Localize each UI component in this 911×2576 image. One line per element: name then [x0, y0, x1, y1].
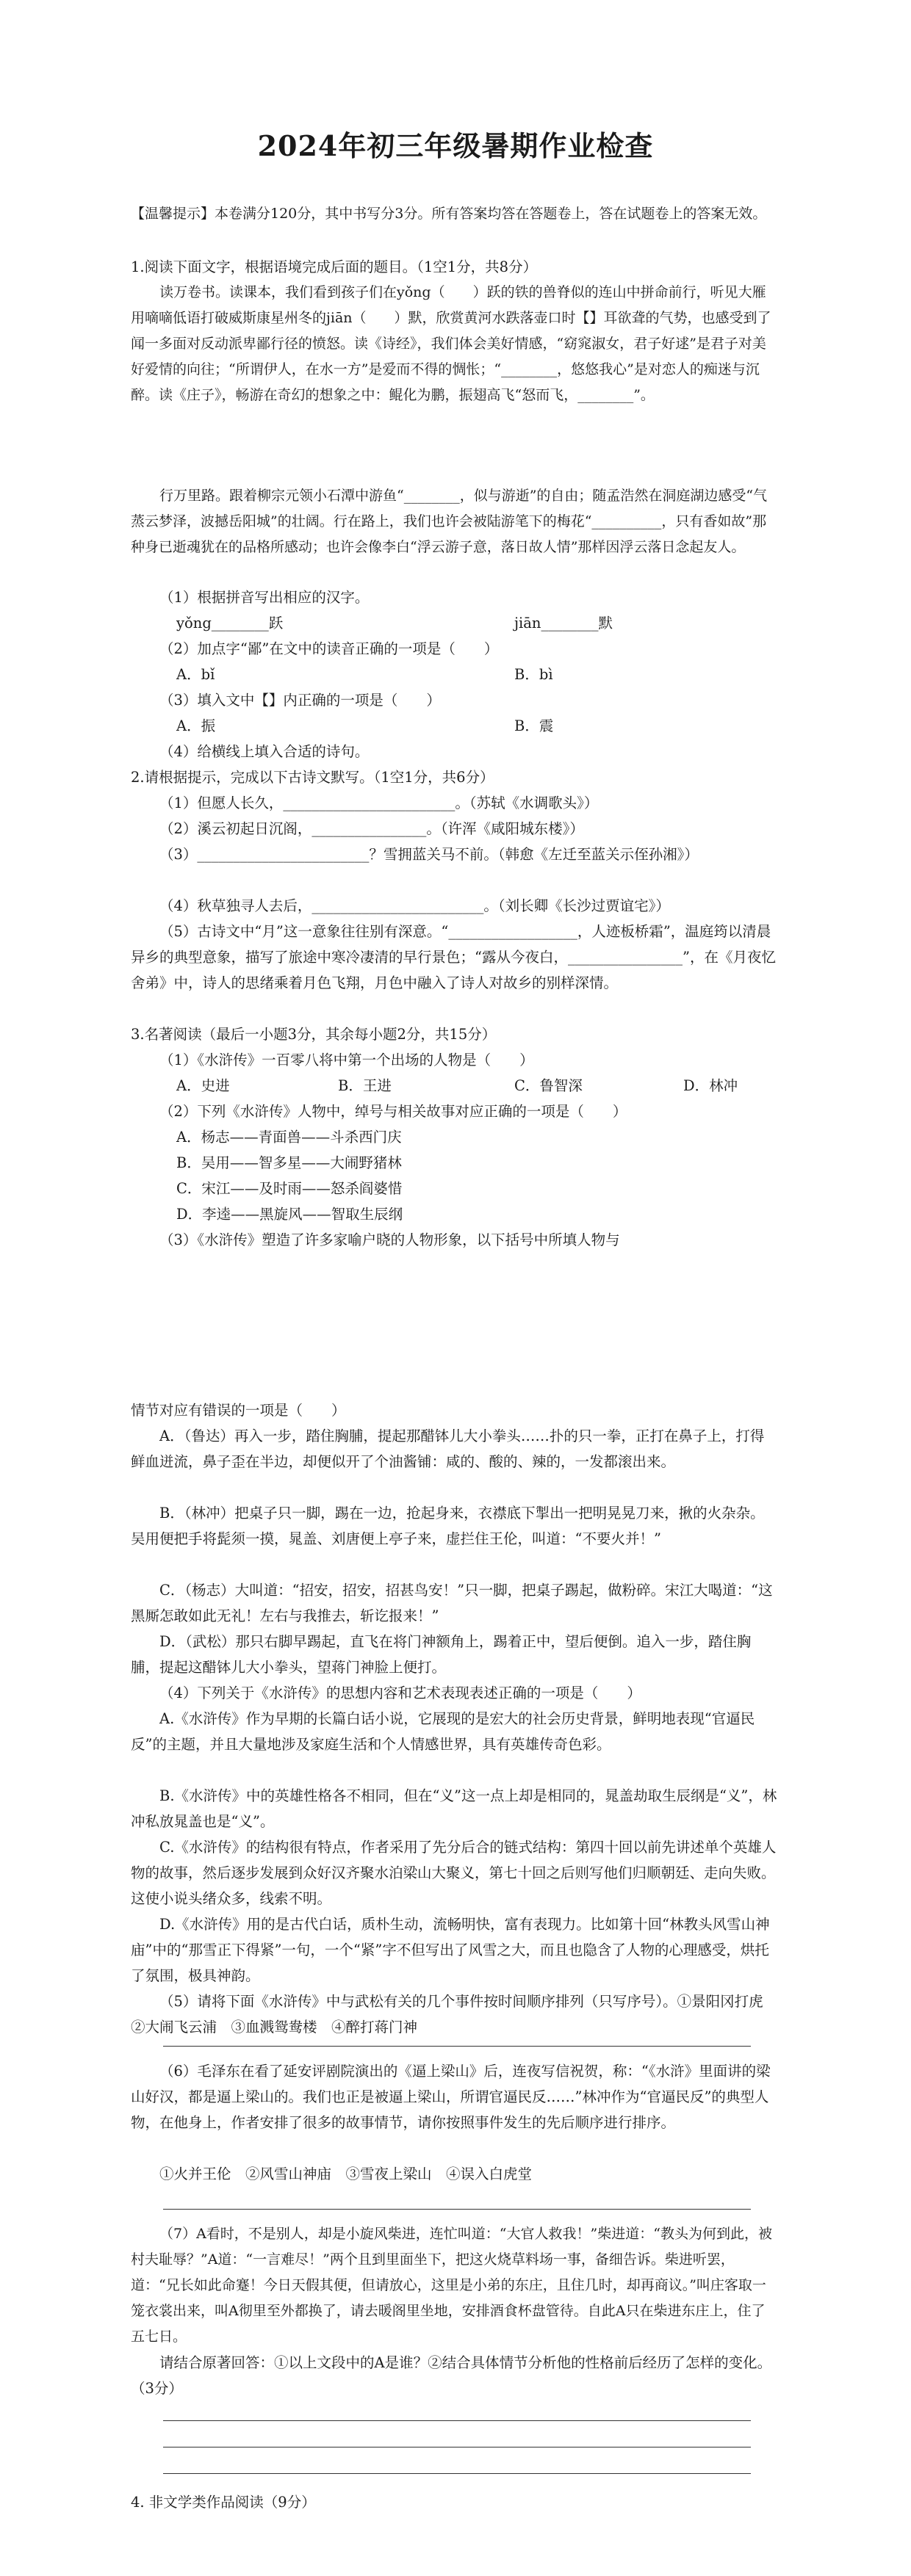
q1-sub2: （2）加点字“鄙”在文中的读音正确的一项是（ ）: [159, 640, 499, 657]
q3-sub6: （6）毛泽东在看了延安评剧院演出的《逼上梁山》后，连夜写信祝贺，称：“《水浒》里面讲的梁山好汉，都是逼上梁山的。我们也正是被逼上梁山，所谓官逼民反……”林冲作为“官逼民反”的典型人物，在他身上，作者安排了很多的故事情节，请你按照事件发生的先后顺序进行排序。: [131, 2063, 771, 2131]
q2-line-4: （4）秋草独寻人去后，________________________。（刘长卿《长沙过贾谊宅》）: [159, 897, 670, 914]
q4-stem: 4. 非文学类作品阅读（9分）: [131, 2494, 316, 2511]
q3-sub5: （5）请将下面《水浒传》中与武松有关的几个事件按时间顺序排列（只写序号）。①景阳冈打虎 ②大闹飞云浦 ③血溅鸳鸯楼 ④醉打蒋门神: [131, 1993, 778, 2036]
q3-sub3-continued: 情节对应有错误的一项是（ ）: [131, 1402, 346, 1419]
q1-sub3-option-b: B．震: [514, 717, 554, 734]
q3-sub4-option-c: C.《水浒传》的结构很有特点，作者采用了先分后合的链式结构：第四十回以前先讲述单个英雄人物的故事，然后逐步发展到众好汉齐聚水泊梁山大聚义，第七十回之后则写他们归顺朝廷、走向失败。这使小说头绪众多，线索不明。: [131, 1839, 777, 1907]
q2-line-2: （2）溪云初起日沉阁，________________。（许浑《咸阳城东楼》）: [159, 820, 584, 837]
q3-sub2-option-c: C．宋江——及时雨——怒杀阎婆惜: [176, 1180, 403, 1197]
q3-sub3-option-d: D．（武松）那只右脚早踢起，直飞在将门神额角上，踢着正中，望后便倒。追入一步，踏住胸脯，提起这醋钵儿大小拳头，望蒋门神脸上便打。: [131, 1633, 752, 1676]
answer-line[interactable]: [163, 2473, 751, 2474]
q2-line-3: （3）________________________？雪拥蓝关马不前。（韩愈《左迁至蓝关示侄孙湘》）: [159, 846, 699, 863]
q3-sub1-option-d: D．林冲: [683, 1077, 738, 1094]
q3-sub3-option-b: B．（林冲）把桌子只一脚，踢在一边，抢起身来，衣襟底下掣出一把明晃晃刀来，揪的火杂杂。吴用便把手将髭须一摸，晁盖、刘唐便上亭子来，虚拦住王伦，叫道：“不要火并！”: [131, 1505, 765, 1547]
q1-sub1: （1）根据拼音写出相应的汉字。: [159, 589, 370, 606]
q1-sub4: （4）给横线上填入合适的诗句。: [159, 743, 370, 760]
q1-passage-1: 读万卷书。读课本，我们看到孩子们在yǒng（ ）跃的铁的兽脊似的连山中拼命前行，听见大雁用嘀嘀低语打破威斯康星州冬的jiān（ ）默，欣赏黄河水跌落壶口时【】耳欲聋的气势，也感受到了闻一多面对反动派卑鄙行径的愤怒。读《诗经》，我们体会美好情感，“窈窕淑女，君子好逑”是君子对美好爱情的向往；“所谓伊人，在水一方”是爱而不得的惆怅；“________，悠悠我心”是对恋人的痴迷与沉醉。读《庄子》，畅游在奇幻的想象之中：鲲化为鹏，振翅高飞“怒而飞，________”。: [131, 284, 771, 403]
q3-sub2: （2）下列《水浒传》人物中，绰号与相关故事对应正确的一项是（ ）: [159, 1103, 627, 1120]
q1-stem: 1.阅读下面文字，根据语境完成后面的题目。（1空1分，共8分）: [131, 258, 538, 275]
answer-line[interactable]: [163, 2046, 751, 2047]
q3-sub1-option-c: C．鲁智深: [514, 1077, 583, 1094]
q3-sub3: （3）《水浒传》塑造了许多家喻户晓的人物形象，以下括号中所填人物与: [159, 1231, 620, 1248]
q3-sub4: （4）下列关于《水浒传》的思想内容和艺术表现表述正确的一项是（ ）: [159, 1685, 641, 1701]
answer-line[interactable]: [163, 2420, 751, 2421]
q3-sub3-option-c: C．（杨志）大叫道：“招安，招安，招甚鸟安！”只一脚，把桌子踢起，做粉碎。宋江大喝道：“这黑厮怎敢如此无礼！左右与我推去，斩讫报来！”: [131, 1582, 773, 1624]
q3-sub2-option-b: B．吴用——智多星——大闹野猪林: [176, 1154, 402, 1171]
q3-sub7-question: 请结合原著回答：①以上文段中的A是谁？②结合具体情节分析他的性格前后经历了怎样的变化。（3分）: [131, 2354, 772, 2397]
q3-sub1-option-b: B．王进: [338, 1077, 392, 1094]
q1-sub3: （3）填入文中【】内正确的一项是（ ）: [159, 692, 441, 709]
q3-sub3-option-a: A．（鲁达）再入一步，踏住胸脯，提起那醋钵儿大小拳头……扑的只一拳，正打在鼻子上，打得鲜血迸流，鼻子歪在半边，却便似开了个油酱铺：咸的、酸的、辣的，一发都滚出来。: [131, 1428, 765, 1470]
q2-line-1: （1）但愿人长久，________________________。（苏轼《水调歌头》）: [159, 795, 599, 811]
q3-sub4-option-a: A.《水浒传》作为早期的长篇白话小说，它展现的是宏大的社会历史背景，鲜明地表现“官逼民反”的主题，并且大量地涉及家庭生活和个人情感世界，具有英雄传奇色彩。: [131, 1710, 755, 1753]
answer-line[interactable]: [163, 2209, 751, 2210]
q1-pinyin-1: yǒng________跃: [176, 615, 284, 632]
q3-sub2-option-a: A．杨志——青面兽——斗杀西门庆: [176, 1129, 402, 1146]
q2-line-5: （5）古诗文中“月”这一意象往往别有深意。“__________________，人迹板桥霜”，温庭筠以清晨异乡的典型意象，描写了旅途中寒冷凄清的早行景色；“露从今夜白，________________”，在《月夜忆舍弟》中，诗人的思绪乘着月色飞翔，月色中融入了诗人对故乡的别样深情。: [131, 923, 776, 991]
q1-sub2-option-a: A．bǐ: [176, 666, 215, 683]
q1-pinyin-2: jiān________默: [514, 615, 613, 632]
q3-sub1: （1）《水浒传》一百零八将中第一个出场的人物是（ ）: [159, 1052, 534, 1068]
q3-sub7-passage: （7）A看时，不是别人，却是小旋风柴进，连忙叫道：“大官人救我！”柴进道：“教头为何到此，被村夫耻辱？”A道：“一言难尽！”两个且到里面坐下，把这火烧草料场一事，备细告诉。柴进听罢，道：“兄长如此命蹇！今日天假其便，但请放心，这里是小弟的东庄，且住几时，却再商议。”叫庄客取一笼衣裳出来，叫A彻里至外都换了，请去暖阁里坐地，安排酒食杯盘管待。自此A只在柴进东庄上，住了五七日。: [131, 2226, 772, 2345]
q3-sub4-option-b: B.《水浒传》中的英雄性格各不相同，但在“义”这一点上却是相同的，晁盖劫取生辰纲是“义”，林冲私放晁盖也是“义”。: [131, 1787, 777, 1830]
q3-sub1-option-a: A．史进: [176, 1077, 230, 1094]
q3-stem: 3.名著阅读（最后一小题3分，其余每小题2分，共15分）: [131, 1026, 497, 1043]
q1-sub2-option-b: B．bì: [514, 666, 553, 683]
q1-passage-2: 行万里路。跟着柳宗元领小石潭中游鱼“________，似与游逝”的自由；随孟浩然在洞庭湖边感受“气蒸云梦泽，波撼岳阳城”的壮阔。行在路上，我们也许会被陆游笔下的梅花“__________，只有香如故”那种身已逝魂犹在的品格所感动；也许会像李白“浮云游子意，落日故人情”那样因浮云落日念起友人。: [131, 488, 768, 555]
q3-sub6-items: ①火并王伦 ②风雪山神庙 ③雪夜上梁山 ④误入白虎堂: [159, 2166, 533, 2182]
page-title: 2024年初三年级暑期作业检查: [257, 129, 654, 162]
q2-stem: 2.请根据提示，完成以下古诗文默写。（1空1分，共6分）: [131, 769, 494, 786]
q3-sub4-option-d: D.《水浒传》用的是古代白话，质朴生动，流畅明快，富有表现力。比如第十回“林教头风雪山神庙”中的“那雪正下得紧”一句，一个“紧”字不但写出了风雪之大，而且也隐含了人物的心理感受，烘托了氛围，极具神韵。: [131, 1916, 770, 1984]
q3-sub2-option-d: D．李逵——黑旋风——智取生辰纲: [176, 1206, 403, 1223]
warm-tip: 【温馨提示】本卷满分120分，其中书写分3分。所有答案均答在答题卷上，答在试题卷上的答案无效。: [131, 206, 767, 222]
q1-sub3-option-a: A．振: [176, 717, 216, 734]
